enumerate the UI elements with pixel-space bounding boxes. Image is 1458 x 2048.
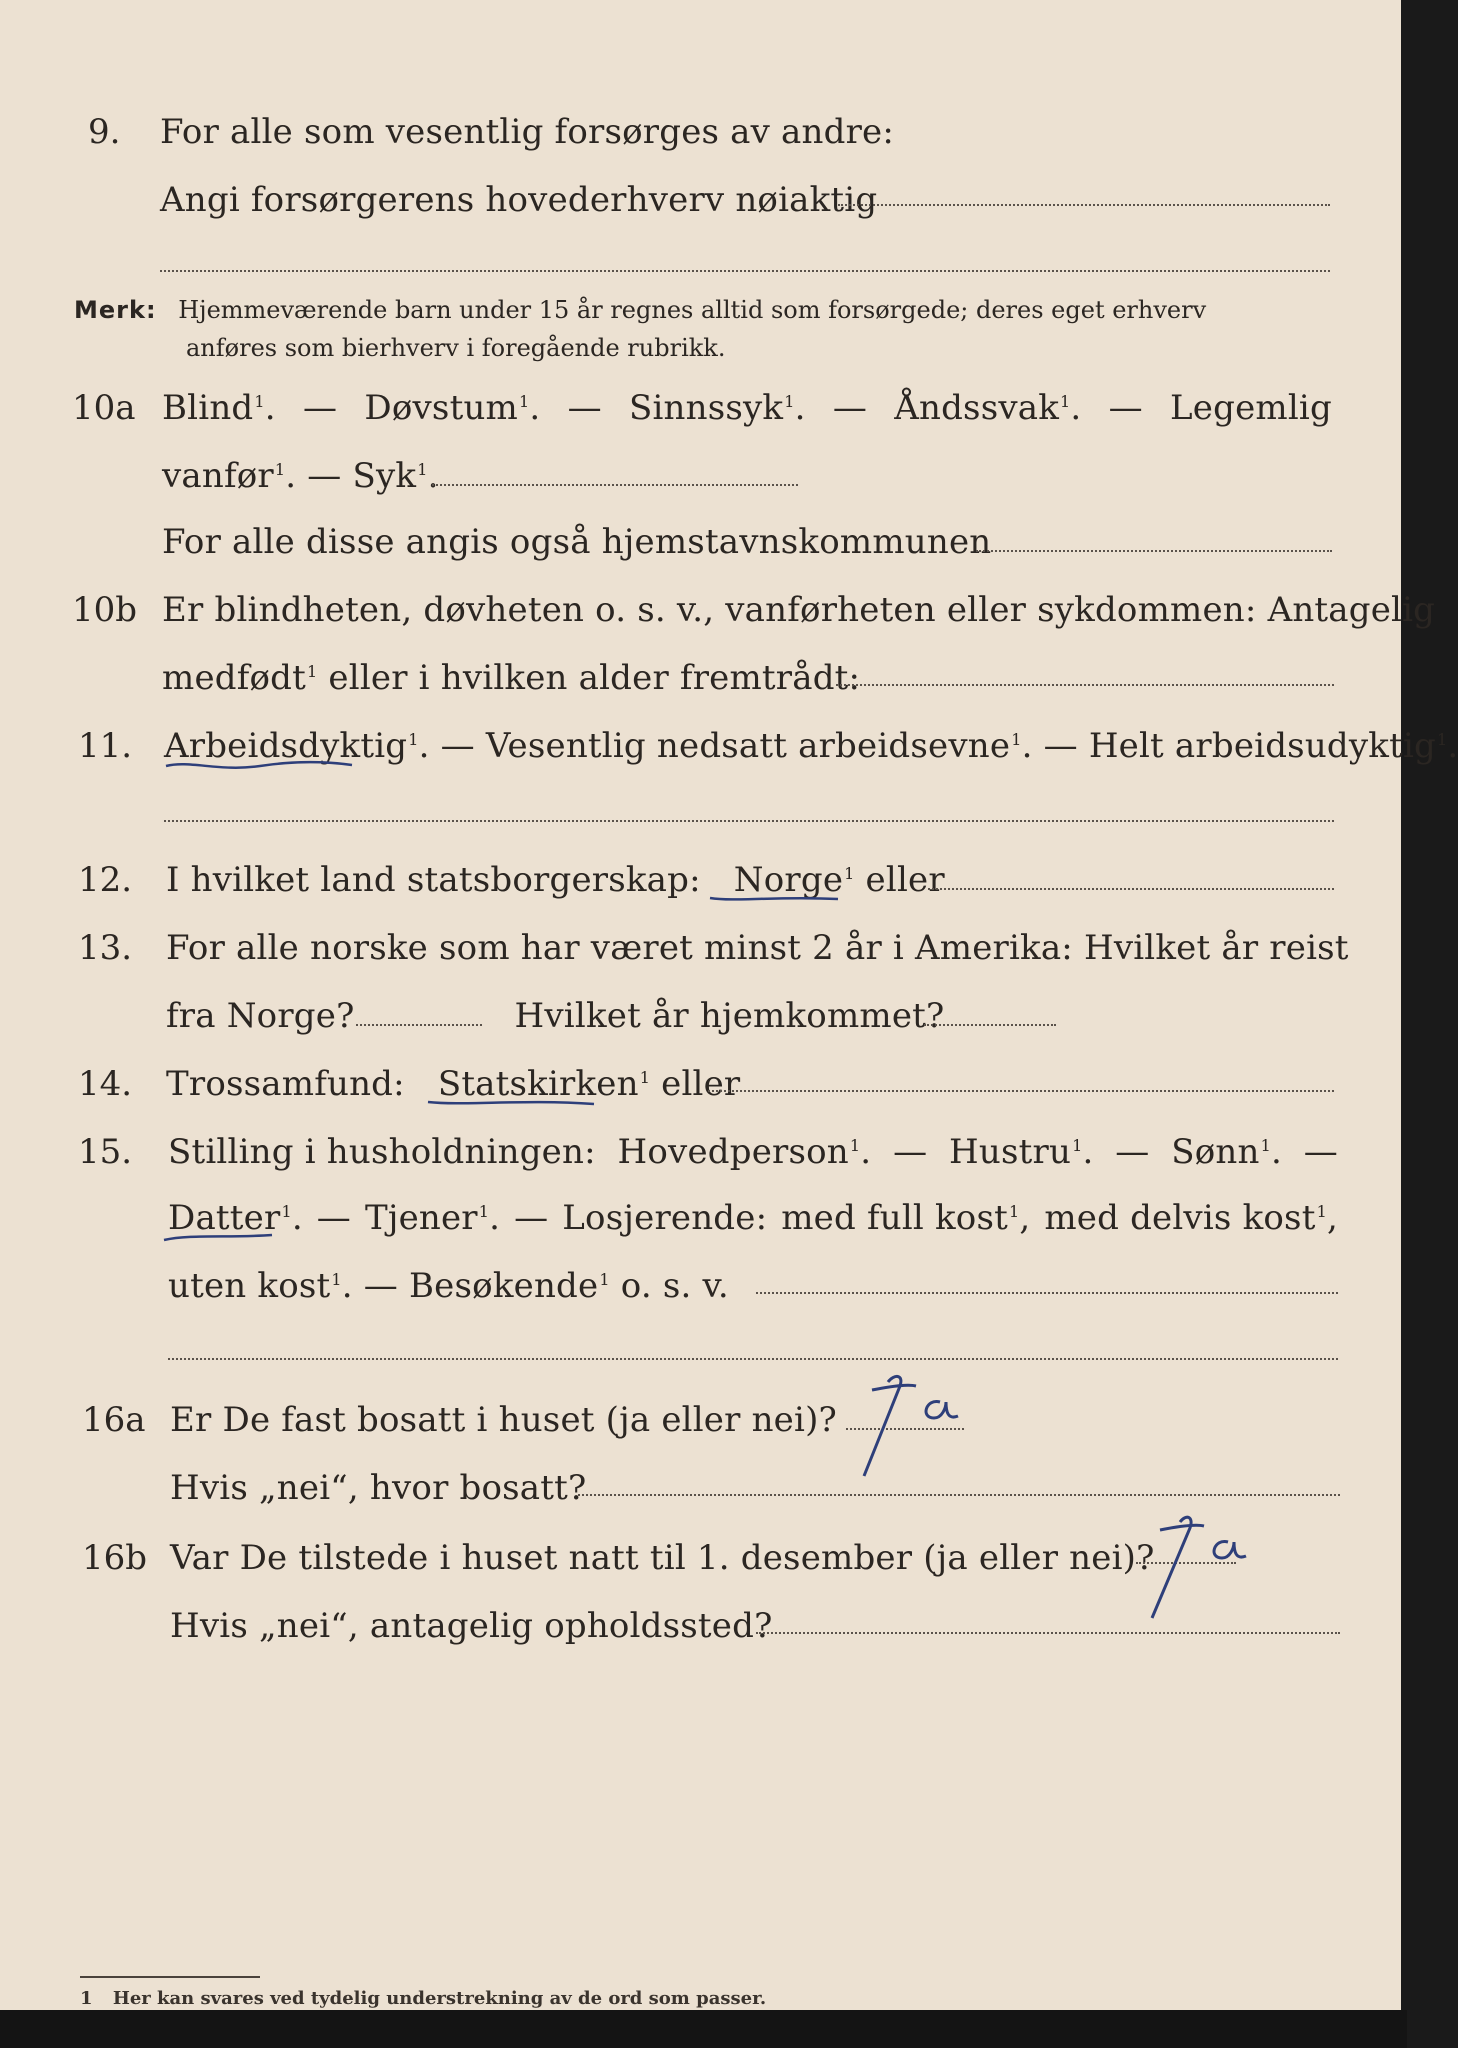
q10a-answer-line[interactable] <box>432 484 798 486</box>
handwritten-underline-statskirken <box>424 1094 604 1114</box>
q12-number: 12. <box>78 860 133 900</box>
q15-hovedperson[interactable]: Hovedperson <box>617 1132 849 1172</box>
q10b-alder-label: eller i hvilken alder fremtrådt: <box>328 658 861 698</box>
q16a-line1: Er De fast bosatt i huset (ja eller nei)? <box>170 1400 837 1440</box>
q15-tjener[interactable]: Tjener <box>364 1198 478 1238</box>
merk-note <box>74 296 1206 324</box>
q13-reist-answer[interactable] <box>356 1024 482 1026</box>
q16b-handwritten-answer[interactable] <box>1132 1514 1272 1628</box>
q15-line2: Datter$^1$. — Tjener$^1$. — Losjerende: med full kost$^1$, med delvis kost$^1$, <box>168 1198 1338 1238</box>
q15-answer-line[interactable] <box>756 1292 1338 1294</box>
q15-line1: Stilling i husholdningen: Hovedperson$^1$. — Hustru$^1$. — Sønn$^1$. — <box>168 1132 1338 1172</box>
q14-label: Trossamfund: <box>166 1064 405 1104</box>
q15-uten-kost[interactable]: uten kost <box>168 1266 331 1306</box>
q10a-syk[interactable]: Syk <box>352 456 417 496</box>
q13-line1: For alle norske som har været minst 2 år i Amerika: Hvilket år reist <box>166 928 1349 968</box>
q15-label: Stilling i husholdningen: <box>168 1132 596 1172</box>
separator-dash: — <box>307 456 342 496</box>
q9-answer-line[interactable] <box>838 204 1330 206</box>
q15-besokende[interactable]: Besøkende <box>409 1266 599 1306</box>
q13-hjemkommet-answer[interactable] <box>924 1024 1056 1026</box>
q10a-dovstum[interactable]: Døvstum <box>364 388 518 428</box>
footnote-mark: 1 <box>844 864 855 883</box>
q10b-line2 <box>162 658 860 698</box>
q10b-answer-line[interactable] <box>836 684 1334 686</box>
q12-answer-line[interactable] <box>928 888 1334 890</box>
q11-line: Arbeidsdyktig$^1$. — Vesentlig nedsatt arbeidsevne$^1$. — Helt arbeidsudyktig$^1$. <box>164 726 1458 766</box>
q10a-hjemstavn-line[interactable] <box>976 550 1332 552</box>
separator-dash: — <box>1303 1132 1338 1172</box>
footnote-mark: 1 <box>478 1202 490 1221</box>
q15-delvis-kost[interactable]: med delvis kost <box>1044 1198 1316 1238</box>
q9-line2: Angi forsørgerens hovederhverv nøiaktig <box>160 180 878 220</box>
scan-border <box>0 2010 1407 2048</box>
q16a-number: 16a <box>82 1400 146 1440</box>
footnote-mark: 1 <box>1260 1136 1271 1155</box>
q15-osv: o. s. v. <box>620 1266 729 1306</box>
q12-eller: eller <box>865 860 945 900</box>
q14-eller: eller <box>661 1064 741 1104</box>
q14-statskirken[interactable]: Statskirken <box>437 1064 639 1104</box>
footnote-mark: 1 <box>1060 392 1071 411</box>
q10b-medfodt[interactable]: medfødt <box>162 658 307 698</box>
separator-dash: — <box>567 388 602 428</box>
footnote-mark: 1 <box>80 1988 93 2009</box>
footnote-mark: 1 <box>307 662 318 681</box>
separator-dash: — <box>1043 726 1078 766</box>
footnote-mark: 1 <box>518 392 530 411</box>
footnote-mark: 1 <box>274 460 286 479</box>
q16b-handwriting-svg <box>1132 1514 1272 1624</box>
handwritten-underline-datter <box>160 1228 280 1248</box>
footnote-mark: 1 <box>1316 1202 1327 1221</box>
q13-number: 13. <box>78 928 133 968</box>
q15-hustru[interactable]: Hustru <box>949 1132 1072 1172</box>
footnote <box>80 1988 766 2009</box>
footnote-mark: 1 <box>1437 730 1448 749</box>
q14-answer-line[interactable] <box>708 1090 1334 1092</box>
separator-dash: — <box>440 726 475 766</box>
q15-losjerende: Losjerende: <box>562 1198 768 1238</box>
q10a-sinnssyk[interactable]: Sinnssyk <box>628 388 784 428</box>
separator-dash: — <box>1115 1132 1150 1172</box>
footnote-mark: 1 <box>639 1068 651 1087</box>
footnote-mark: 1 <box>1072 1136 1083 1155</box>
q10a-line2: vanfør$^1$. — Syk$^1$. <box>162 456 439 496</box>
q13-line2 <box>166 996 944 1036</box>
q15-sonn[interactable]: Sønn <box>1171 1132 1260 1172</box>
q10a-andssvak[interactable]: Åndssvak <box>894 388 1060 428</box>
merk-label: Merk: <box>74 296 157 324</box>
q16a-handwriting-svg <box>842 1372 982 1482</box>
q16b-line1: Var De tilstede i huset natt til 1. desember (ja eller nei)? <box>170 1538 1155 1578</box>
q10a-blind[interactable]: Blind <box>162 388 254 428</box>
footnote-rule <box>80 1976 260 1978</box>
q16a-line2: Hvis „nei“, hvor bosatt? <box>170 1468 587 1508</box>
q15-line3: uten kost$^1$. — Besøkende$^1$ o. s. v. <box>168 1266 729 1306</box>
q16b-number: 16b <box>82 1538 148 1578</box>
q13-reist-label: fra Norge? <box>166 996 355 1036</box>
q12-norge[interactable]: Norge <box>733 860 844 900</box>
q11-arbeidsdyktig[interactable]: Arbeidsdyktig <box>164 726 408 766</box>
separator-dash: — <box>316 1198 351 1238</box>
q15-answer-line-2[interactable] <box>168 1358 1338 1360</box>
footnote-mark: 1 <box>599 1270 610 1289</box>
handwritten-underline-arbeidsdyktig <box>160 756 360 776</box>
q15-full-kost[interactable]: med full kost <box>781 1198 1008 1238</box>
q16a-bosatt-line[interactable] <box>578 1494 1340 1496</box>
separator-dash: — <box>514 1198 549 1238</box>
q10a-vanfor[interactable]: vanfør <box>162 456 274 496</box>
footnote-mark: 1 <box>281 1202 292 1221</box>
q16b-line2: Hvis „nei“, antagelig opholdssted? <box>170 1606 773 1646</box>
separator-dash: — <box>893 1132 928 1172</box>
separator-dash: — <box>363 1266 398 1306</box>
q11-number: 11. <box>78 726 133 766</box>
q16b-opholdssted-line[interactable] <box>756 1632 1340 1634</box>
separator-dash: — <box>1108 388 1143 428</box>
q11-udyktig[interactable]: Helt arbeidsudyktig <box>1088 726 1436 766</box>
q14-number: 14. <box>78 1064 133 1104</box>
q13-hjemkommet-label: Hvilket år hjemkommet? <box>514 996 945 1036</box>
footnote-mark: 1 <box>784 392 795 411</box>
footnote-mark: 1 <box>408 730 419 749</box>
q9-line1: For alle som vesentlig forsørges av andre: <box>160 112 895 152</box>
footnote-mark: 1 <box>849 1136 861 1155</box>
footnote-mark: 1 <box>1011 730 1022 749</box>
merk-line1: Hjemmeværende barn under 15 år regnes alltid som forsørgede; deres eget erhverv <box>178 296 1207 324</box>
q15-number: 15. <box>78 1132 133 1172</box>
footnote-mark: 1 <box>254 392 265 411</box>
q9-answer-line-2[interactable] <box>160 270 1330 272</box>
separator-dash: — <box>832 388 868 428</box>
q10a-line3: For alle disse angis også hjemstavnskommunen <box>162 522 992 562</box>
footnote-mark: 1 <box>1008 1202 1020 1221</box>
separator-dash: — <box>303 388 338 428</box>
q11-nedsatt[interactable]: Vesentlig nedsatt arbeidsevne <box>485 726 1011 766</box>
q10a-number: 10a <box>72 388 136 428</box>
q12-label: I hvilket land statsborgerskap: <box>166 860 701 900</box>
q10a-legemlig[interactable]: Legemlig <box>1170 388 1332 428</box>
q16a-handwritten-answer[interactable] <box>842 1372 982 1486</box>
q10b-line1: Er blindheten, døvheten o. s. v., vanførheten eller sykdommen: Antagelig <box>162 590 1436 630</box>
footnote-mark: 1 <box>417 460 428 479</box>
handwritten-underline-norge <box>706 890 846 910</box>
q15-datter[interactable]: Datter <box>168 1198 281 1238</box>
footnote-text: Her kan svares ved tydelig understrekning av de ord som passer. <box>112 1988 767 2009</box>
q9-number: 9. <box>88 112 121 152</box>
merk-line2: anføres som bierhverv i foregående rubrikk. <box>186 334 726 362</box>
q11-answer-line[interactable] <box>164 820 1334 822</box>
footnote-mark: 1 <box>331 1270 342 1289</box>
q10a-line1: Blind$^1$. — Døvstum$^1$. — Sinnssyk$^1$. — Åndssvak$^1$. — Legemlig <box>162 388 1332 428</box>
q10b-number: 10b <box>72 590 138 630</box>
